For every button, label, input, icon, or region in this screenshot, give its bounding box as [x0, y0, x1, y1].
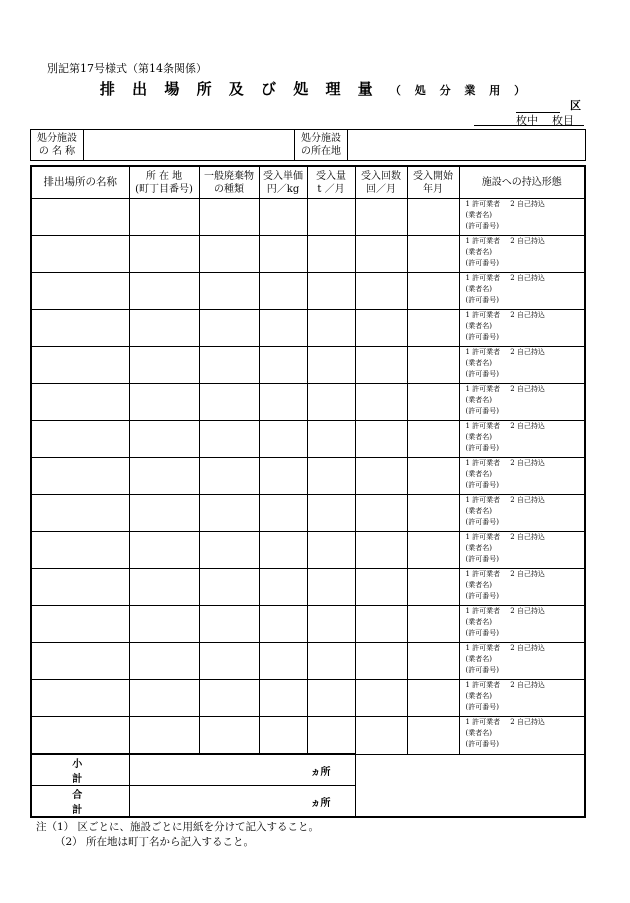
- delivery-options: [466, 606, 585, 617]
- entry-cell[interactable]: [129, 643, 199, 680]
- delivery-options: [466, 347, 585, 358]
- delivery-form-cell[interactable]: [459, 273, 585, 310]
- entry-cell[interactable]: [355, 532, 407, 569]
- option-licensed[interactable]: 1 許可業者: [465, 274, 501, 282]
- entry-cell[interactable]: [307, 643, 355, 680]
- entry-cell[interactable]: [31, 199, 129, 236]
- entry-cell[interactable]: [129, 236, 199, 273]
- entry-cell[interactable]: [199, 199, 259, 236]
- delivery-options: [466, 569, 585, 580]
- permit-number-label: (許可番号): [465, 259, 499, 267]
- discharge-table: [30, 165, 586, 818]
- entry-cell[interactable]: [31, 643, 129, 680]
- col-header-start-date: [407, 166, 459, 199]
- col-header-text: (町丁目番号): [135, 183, 193, 195]
- delivery-form-cell[interactable]: [459, 495, 585, 532]
- entry-cell[interactable]: [355, 310, 407, 347]
- col-header-text: 円／kg: [266, 183, 300, 195]
- company-name-label: (業者名): [465, 470, 492, 478]
- entry-cell[interactable]: [307, 384, 355, 421]
- option-self-delivery[interactable]: 2 自己持込: [510, 422, 545, 430]
- col-header-unit-price: [259, 166, 307, 199]
- entry-cell[interactable]: [31, 495, 129, 532]
- delivery-options: [466, 310, 585, 321]
- option-self-delivery[interactable]: 2 自己持込: [510, 237, 545, 245]
- entry-cell[interactable]: [259, 643, 307, 680]
- table-row: [31, 199, 585, 236]
- entry-cell[interactable]: [129, 458, 199, 495]
- title-sub: （ 処 分 業 用 ）: [389, 84, 531, 97]
- option-self-delivery[interactable]: 2 自己持込: [510, 570, 545, 578]
- entry-cell[interactable]: [31, 421, 129, 458]
- company-name-label: (業者名): [465, 285, 492, 293]
- entry-cell[interactable]: [407, 495, 459, 532]
- entry-cell[interactable]: [31, 458, 129, 495]
- delivery-form-cell[interactable]: [459, 236, 585, 273]
- option-self-delivery[interactable]: 2 自己持込: [510, 718, 545, 726]
- entry-cell[interactable]: [259, 347, 307, 384]
- entry-cell[interactable]: [199, 310, 259, 347]
- total-label: 合 計: [31, 786, 129, 818]
- facility-location-label-line1: 処分施設: [301, 133, 341, 144]
- entry-cell[interactable]: [129, 532, 199, 569]
- entry-cell[interactable]: [259, 236, 307, 273]
- delivery-options: [466, 273, 585, 284]
- entry-cell[interactable]: [199, 717, 259, 755]
- sheet-number-label: 枚目: [552, 114, 574, 127]
- table-row: [31, 273, 585, 310]
- entry-cell[interactable]: [31, 532, 129, 569]
- permit-number-label: (許可番号): [465, 407, 499, 415]
- table-row: [31, 680, 585, 717]
- facility-location-label: [295, 130, 348, 161]
- entry-cell[interactable]: [307, 199, 355, 236]
- notes: [36, 820, 319, 850]
- entry-cell[interactable]: [259, 569, 307, 606]
- entry-cell[interactable]: [31, 347, 129, 384]
- permit-number-label: (許可番号): [465, 296, 499, 304]
- option-licensed[interactable]: 1 許可業者: [465, 311, 501, 319]
- company-name-label: (業者名): [465, 396, 492, 404]
- note-1: 注（1） 区ごとに、施設ごとに用紙を分けて記入すること。: [36, 821, 320, 833]
- table-header-row: [31, 166, 585, 199]
- delivery-form-cell[interactable]: [459, 532, 585, 569]
- entry-cell[interactable]: [259, 421, 307, 458]
- option-licensed[interactable]: 1 許可業者: [465, 681, 501, 689]
- entry-cell[interactable]: [407, 310, 459, 347]
- entry-cell[interactable]: [307, 680, 355, 717]
- entry-cell[interactable]: [31, 236, 129, 273]
- company-name-label: (業者名): [465, 655, 492, 663]
- entry-cell[interactable]: [259, 384, 307, 421]
- entry-cell[interactable]: [407, 532, 459, 569]
- entry-cell[interactable]: [199, 273, 259, 310]
- entry-cell[interactable]: [199, 347, 259, 384]
- entry-cell[interactable]: [259, 458, 307, 495]
- form-number-label: 別記第17号様式（第14条関係）: [47, 62, 207, 75]
- col-header-amount: [307, 166, 355, 199]
- permit-number-label: (許可番号): [465, 333, 499, 341]
- facility-name-label: [31, 130, 84, 161]
- table-row: [31, 421, 585, 458]
- col-header-text: 受入単価: [263, 170, 303, 182]
- entry-cell[interactable]: [407, 347, 459, 384]
- table-row: [31, 384, 585, 421]
- entry-cell[interactable]: [199, 643, 259, 680]
- permit-number-label: (許可番号): [465, 629, 499, 637]
- entry-cell[interactable]: [355, 236, 407, 273]
- entry-cell[interactable]: [199, 569, 259, 606]
- entry-cell[interactable]: [307, 421, 355, 458]
- delivery-options: [466, 680, 585, 691]
- entry-cell[interactable]: [259, 199, 307, 236]
- subtotal-row: [31, 754, 585, 786]
- entry-cell[interactable]: [355, 495, 407, 532]
- option-licensed[interactable]: 1 許可業者: [465, 533, 501, 541]
- document-title: [0, 78, 630, 99]
- delivery-options: [466, 384, 585, 395]
- delivery-form-cell[interactable]: [459, 199, 585, 236]
- entry-cell[interactable]: [199, 680, 259, 717]
- col-header-text: 回／月: [366, 183, 396, 195]
- entry-cell[interactable]: [129, 606, 199, 643]
- entry-cell[interactable]: [129, 680, 199, 717]
- delivery-options: [466, 236, 585, 247]
- table-row: [31, 236, 585, 273]
- company-name-label: (業者名): [465, 544, 492, 552]
- delivery-form-cell[interactable]: [459, 717, 585, 755]
- subtotal-label: 小 計: [31, 754, 129, 786]
- entry-cell[interactable]: [355, 458, 407, 495]
- table-row: [31, 310, 585, 347]
- table-row: [31, 643, 585, 680]
- delivery-options: [466, 643, 585, 654]
- option-self-delivery[interactable]: 2 自己持込: [510, 459, 545, 467]
- table-row: [31, 717, 585, 755]
- delivery-form-cell[interactable]: [459, 384, 585, 421]
- table-row: [31, 569, 585, 606]
- entry-cell[interactable]: [259, 717, 307, 755]
- entry-cell[interactable]: [259, 680, 307, 717]
- col-header-frequency: [355, 166, 407, 199]
- option-self-delivery[interactable]: 2 自己持込: [510, 311, 545, 319]
- delivery-form-cell[interactable]: [459, 643, 585, 680]
- entry-cell[interactable]: [307, 569, 355, 606]
- company-name-label: (業者名): [465, 433, 492, 441]
- entry-cell[interactable]: [31, 273, 129, 310]
- company-name-label: (業者名): [465, 692, 492, 700]
- table-row: [31, 347, 585, 384]
- entry-cell[interactable]: [31, 717, 129, 755]
- table-row: [31, 532, 585, 569]
- permit-number-label: (許可番号): [465, 481, 499, 489]
- entry-cell[interactable]: [407, 717, 459, 755]
- note-2: （2） 所在地は町丁名から記入すること。: [55, 836, 255, 848]
- entry-cell[interactable]: [31, 569, 129, 606]
- summary-blank: [355, 754, 585, 817]
- col-header-text: t ／月: [317, 183, 345, 195]
- delivery-form-cell[interactable]: [459, 680, 585, 717]
- col-header-text: 施設への持込形態: [481, 177, 562, 188]
- entry-cell[interactable]: [407, 384, 459, 421]
- option-licensed[interactable]: 1 許可業者: [465, 459, 501, 467]
- facility-name-label-line2: の 名 称: [38, 146, 76, 157]
- option-licensed[interactable]: 1 許可業者: [465, 718, 501, 726]
- delivery-form-cell[interactable]: [459, 310, 585, 347]
- entry-cell[interactable]: [129, 347, 199, 384]
- option-self-delivery[interactable]: 2 自己持込: [510, 533, 545, 541]
- entry-cell[interactable]: [259, 495, 307, 532]
- entry-cell[interactable]: [307, 273, 355, 310]
- option-licensed[interactable]: 1 許可業者: [465, 607, 501, 615]
- permit-number-label: (許可番号): [465, 592, 499, 600]
- col-header-waste-type: [199, 166, 259, 199]
- delivery-options: [466, 199, 585, 210]
- option-self-delivery[interactable]: 2 自己持込: [510, 496, 545, 504]
- entry-cell[interactable]: [407, 606, 459, 643]
- delivery-options: [466, 495, 585, 506]
- entry-cell[interactable]: [355, 384, 407, 421]
- company-name-label: (業者名): [465, 322, 492, 330]
- col-header-text: 所 在 地: [145, 170, 183, 182]
- entry-cell[interactable]: [307, 236, 355, 273]
- entry-cell[interactable]: [129, 384, 199, 421]
- entry-cell[interactable]: [307, 606, 355, 643]
- entry-cell[interactable]: [355, 273, 407, 310]
- delivery-form-cell[interactable]: [459, 347, 585, 384]
- table-row: [31, 495, 585, 532]
- company-name-label: (業者名): [465, 729, 492, 737]
- entry-cell[interactable]: [355, 606, 407, 643]
- table-row: [31, 458, 585, 495]
- sheet-total-label: 枚中: [516, 114, 538, 127]
- col-header-delivery-form: [459, 166, 585, 199]
- entry-cell[interactable]: [407, 569, 459, 606]
- entry-cell[interactable]: [307, 347, 355, 384]
- col-header-text: の種類: [214, 183, 244, 195]
- permit-number-label: (許可番号): [465, 370, 499, 378]
- facility-name-label-line1: 処分施設: [37, 133, 77, 144]
- entry-cell[interactable]: [307, 532, 355, 569]
- entry-cell[interactable]: [129, 495, 199, 532]
- entry-cell[interactable]: [355, 347, 407, 384]
- entry-cell[interactable]: [129, 717, 199, 755]
- option-self-delivery[interactable]: 2 自己持込: [510, 348, 545, 356]
- entry-cell[interactable]: [129, 310, 199, 347]
- entry-cell[interactable]: [355, 680, 407, 717]
- entry-cell[interactable]: [199, 421, 259, 458]
- sheet-count-line: [474, 125, 584, 126]
- permit-number-label: (許可番号): [465, 555, 499, 563]
- delivery-options: [466, 421, 585, 432]
- facility-name-field[interactable]: [84, 130, 295, 161]
- subtotal-count-field[interactable]: ヵ所: [129, 754, 355, 786]
- delivery-form-cell[interactable]: [459, 458, 585, 495]
- permit-number-label: (許可番号): [465, 666, 499, 674]
- entry-cell[interactable]: [355, 199, 407, 236]
- facility-location-label-line2: の所在地: [301, 146, 341, 157]
- entry-cell[interactable]: [407, 273, 459, 310]
- facility-location-field[interactable]: [348, 130, 586, 161]
- col-header-site-name: [31, 166, 129, 199]
- option-licensed[interactable]: 1 許可業者: [465, 644, 501, 652]
- entry-cell[interactable]: [355, 717, 407, 755]
- option-self-delivery[interactable]: 2 自己持込: [510, 274, 545, 282]
- option-licensed[interactable]: 1 許可業者: [465, 200, 501, 208]
- permit-number-label: (許可番号): [465, 703, 499, 711]
- entry-cell[interactable]: [307, 310, 355, 347]
- option-self-delivery[interactable]: 2 自己持込: [510, 200, 545, 208]
- entry-cell[interactable]: [259, 273, 307, 310]
- delivery-form-cell[interactable]: [459, 606, 585, 643]
- company-name-label: (業者名): [465, 248, 492, 256]
- entry-cell[interactable]: [355, 643, 407, 680]
- option-self-delivery[interactable]: 2 自己持込: [510, 681, 545, 689]
- col-header-text: 年月: [423, 183, 443, 195]
- permit-number-label: (許可番号): [465, 222, 499, 230]
- col-header-text: 受入回数: [361, 170, 401, 182]
- delivery-options: [466, 717, 585, 728]
- col-header-text: 受入量: [316, 170, 346, 182]
- col-header-text: 受入開始: [413, 170, 453, 182]
- title-main: 排 出 場 所 及 び 処 理 量: [99, 80, 379, 98]
- entry-cell[interactable]: [259, 532, 307, 569]
- entry-cell[interactable]: [259, 310, 307, 347]
- entry-cell[interactable]: [129, 199, 199, 236]
- option-self-delivery[interactable]: 2 自己持込: [510, 607, 545, 615]
- option-licensed[interactable]: 1 許可業者: [465, 385, 501, 393]
- option-licensed[interactable]: 1 許可業者: [465, 422, 501, 430]
- entry-cell[interactable]: [407, 680, 459, 717]
- col-header-address: [129, 166, 199, 199]
- company-name-label: (業者名): [465, 618, 492, 626]
- delivery-options: [466, 458, 585, 469]
- permit-number-label: (許可番号): [465, 444, 499, 452]
- option-self-delivery[interactable]: 2 自己持込: [510, 644, 545, 652]
- entry-cell[interactable]: [31, 310, 129, 347]
- permit-number-label: (許可番号): [465, 518, 499, 526]
- entry-cell[interactable]: [407, 458, 459, 495]
- entry-cell[interactable]: [355, 421, 407, 458]
- entry-cell[interactable]: [199, 384, 259, 421]
- company-name-label: (業者名): [465, 581, 492, 589]
- option-licensed[interactable]: 1 許可業者: [465, 237, 501, 245]
- delivery-options: [466, 532, 585, 543]
- entry-cell[interactable]: [31, 680, 129, 717]
- company-name-label: (業者名): [465, 507, 492, 515]
- option-licensed[interactable]: 1 許可業者: [465, 496, 501, 504]
- entry-cell[interactable]: [307, 458, 355, 495]
- permit-number-label: (許可番号): [465, 740, 499, 748]
- entry-cell[interactable]: [307, 495, 355, 532]
- entry-cell[interactable]: [407, 421, 459, 458]
- company-name-label: (業者名): [465, 211, 492, 219]
- entry-cell[interactable]: [31, 384, 129, 421]
- option-self-delivery[interactable]: 2 自己持込: [510, 385, 545, 393]
- entry-cell[interactable]: [199, 606, 259, 643]
- entry-cell[interactable]: [307, 717, 355, 755]
- entry-cell[interactable]: [199, 532, 259, 569]
- total-count-field[interactable]: ヵ所: [129, 786, 355, 818]
- entry-cell[interactable]: [199, 458, 259, 495]
- ward-label: 区: [570, 99, 581, 112]
- entry-cell[interactable]: [407, 199, 459, 236]
- entry-cell[interactable]: [355, 569, 407, 606]
- delivery-form-cell[interactable]: [459, 569, 585, 606]
- col-header-text: 一般廃棄物: [204, 170, 254, 182]
- col-header-text: 排出場所の名称: [43, 176, 117, 188]
- option-licensed[interactable]: 1 許可業者: [465, 348, 501, 356]
- delivery-form-cell[interactable]: [459, 421, 585, 458]
- entry-cell[interactable]: [129, 569, 199, 606]
- option-licensed[interactable]: 1 許可業者: [465, 570, 501, 578]
- entry-cell[interactable]: [199, 495, 259, 532]
- entry-cell[interactable]: [199, 236, 259, 273]
- table-row: [31, 606, 585, 643]
- company-name-label: (業者名): [465, 359, 492, 367]
- entry-cell[interactable]: [259, 606, 307, 643]
- facility-info-table: [30, 129, 586, 161]
- entry-cell[interactable]: [129, 273, 199, 310]
- entry-cell[interactable]: [31, 606, 129, 643]
- entry-cell[interactable]: [407, 236, 459, 273]
- entry-cell[interactable]: [129, 421, 199, 458]
- entry-cell[interactable]: [407, 643, 459, 680]
